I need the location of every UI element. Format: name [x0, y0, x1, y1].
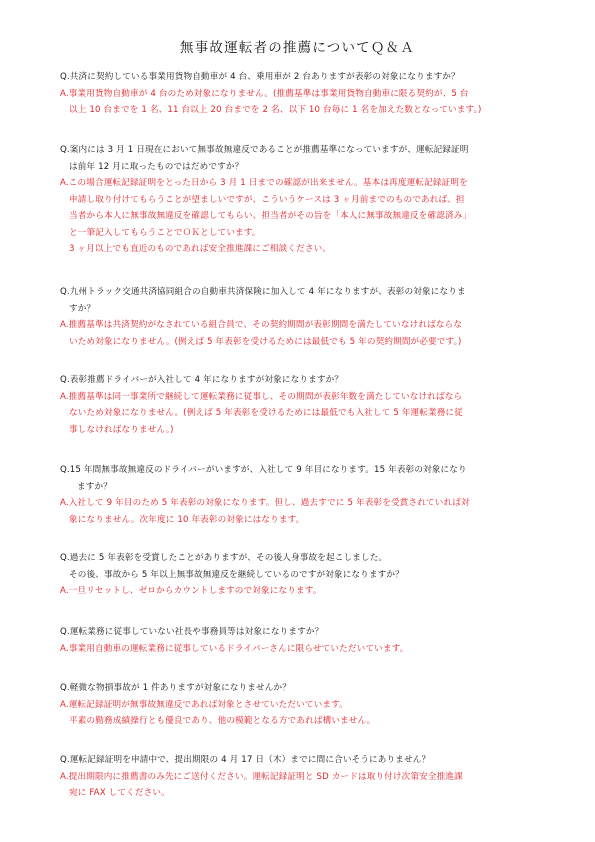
question-line: Q.運転業務に従事していない社長や事務員等は対象になりますか？	[60, 627, 324, 637]
qa-item-7	[60, 624, 550, 657]
question-line: Q.15 年間無事故無違反のドライバーがいますが、入社して 9 年目になります。15 年表彰の対象になり	[60, 465, 467, 475]
answer-line: 申請し取り付けてもらうことが望ましいですが、こういうケースは 3 ヶ月前までのものであれば、担	[69, 194, 465, 205]
answer-line: A.この場合運転記録証明をとった日から 3 月 1 日までの確認が出来ません。基本は再度運転記録証明を	[60, 178, 468, 188]
answer-line: 象になりません。次年度に 10 年表彰の対象にはなります。	[69, 514, 305, 525]
question-line: Q.表彰推薦ドライバーが入社して 4 年になりますが対象になりますか？	[60, 375, 344, 385]
question-line: すか？	[69, 303, 96, 314]
qa-item-6	[60, 550, 550, 600]
answer-line: 事しなければなりません。)	[69, 424, 174, 435]
qa-item-1	[60, 69, 550, 119]
answer-line: 平素の勤務成績操行とも優良であり、他の模範となる方であれば構いません。	[69, 716, 376, 726]
answer-line: A.一旦リセットし、ゼロからカウントしますので対象になります。	[60, 586, 322, 596]
answer-line: 当者から本人に無事故無違反を確認してもらい、担当者がその旨を「本人に無事故無違反を確認済み」	[69, 211, 472, 221]
question-line: Q.案内には 3 月 1 日現在において無事故無違反であることが推薦基準になっていますが、運転記録証明	[60, 145, 469, 155]
qa-item-9	[60, 752, 550, 802]
answer-line: A.事業用貨物自動車が 4 台のため対象になりません。(推薦基準は事業用貨物自動車に限る契約が、5 台	[60, 88, 469, 99]
answer-line: A.推薦基準は共済契約がなされている組合員で、その契約期間が表彰期間を満たしていなければならな	[60, 320, 463, 330]
question-line: その後、事故から 5 年以上無事故無違反を継続しているのですが対象になりますか？	[69, 569, 404, 580]
answer-line: 3 ヶ月以上でも直近のものであれば安全推進課にご相談ください。	[69, 244, 332, 254]
answer-line: いため対象になりません。(例えば 5 年表彰を受けるためには最低でも 5 年の契約期間が必要です。)	[69, 336, 462, 347]
page-title: 無事故運転者の推薦についてＱ＆Ａ	[180, 40, 415, 56]
qa-item-5	[60, 462, 550, 528]
answer-line: A.推薦基準は同一事業所で継続して運転業務に従事し、その期間が表彰年数を満たしていなければなら	[60, 391, 463, 402]
answer-line: ないため対象になりません。(例えば 5 年表彰を受けるためには最低でも入社して 5 年運転業務に従	[69, 408, 464, 418]
qa-item-2	[60, 142, 550, 258]
answer-line: A.事業用自動車の運転業務に従事しているドライバーさんに限らせていただいています。	[60, 643, 409, 654]
question-line: ますか？	[77, 481, 112, 492]
qa-item-3	[60, 284, 550, 350]
answer-line: A.提出期限内に推薦書のみ先にご送付ください。運転記録証明と SD カードは取り付け次第安全推進課	[60, 771, 463, 782]
question-line: Q.過去に 5 年表彰を受賞したことがありますが、その後人身事故を起こしました。	[60, 553, 388, 563]
question-line: Q.軽微な物損事故が 1 件ありますが対象になりませんか？	[60, 683, 292, 693]
answer-line: A.運転記録証明が無事故無違反であれば対象とさせていただいています。	[60, 699, 348, 710]
qa-item-8	[60, 680, 550, 730]
answer-line: と一筆記入してもらうことでＯＫとしています。	[69, 227, 261, 238]
question-line: Q.運転記録証明を申請中で、提出期限の 4 月 17 日（木）までに間に合いそうにありません？	[60, 755, 431, 765]
question-line: Q.九州トラック交通共済協同組合の自動車共済保険に加入して 4 年になりますが、表彰の対象になりま	[60, 287, 466, 297]
answer-line: 宛に FAX してください。	[69, 788, 170, 798]
question-line: Q.共済に契約している事業用貨物自動車が 4 台、乗用車が 2 台ありますが表彰の対象になりますか？	[60, 72, 460, 82]
question-line: は前年 12 月に取ったものではだめですか？	[69, 161, 244, 172]
answer-line: A.入社して 9 年目のため 5 年表彰の対象になります。但し、過去すでに 5 年表彰を受賞されていれば対	[60, 498, 470, 508]
qa-item-4	[60, 372, 550, 438]
answer-line: 以上 10 台までを 1 名、11 台以上 20 台までを 2 名、以下 10 台毎に 1 名を加えた数となっています。)	[69, 105, 482, 115]
